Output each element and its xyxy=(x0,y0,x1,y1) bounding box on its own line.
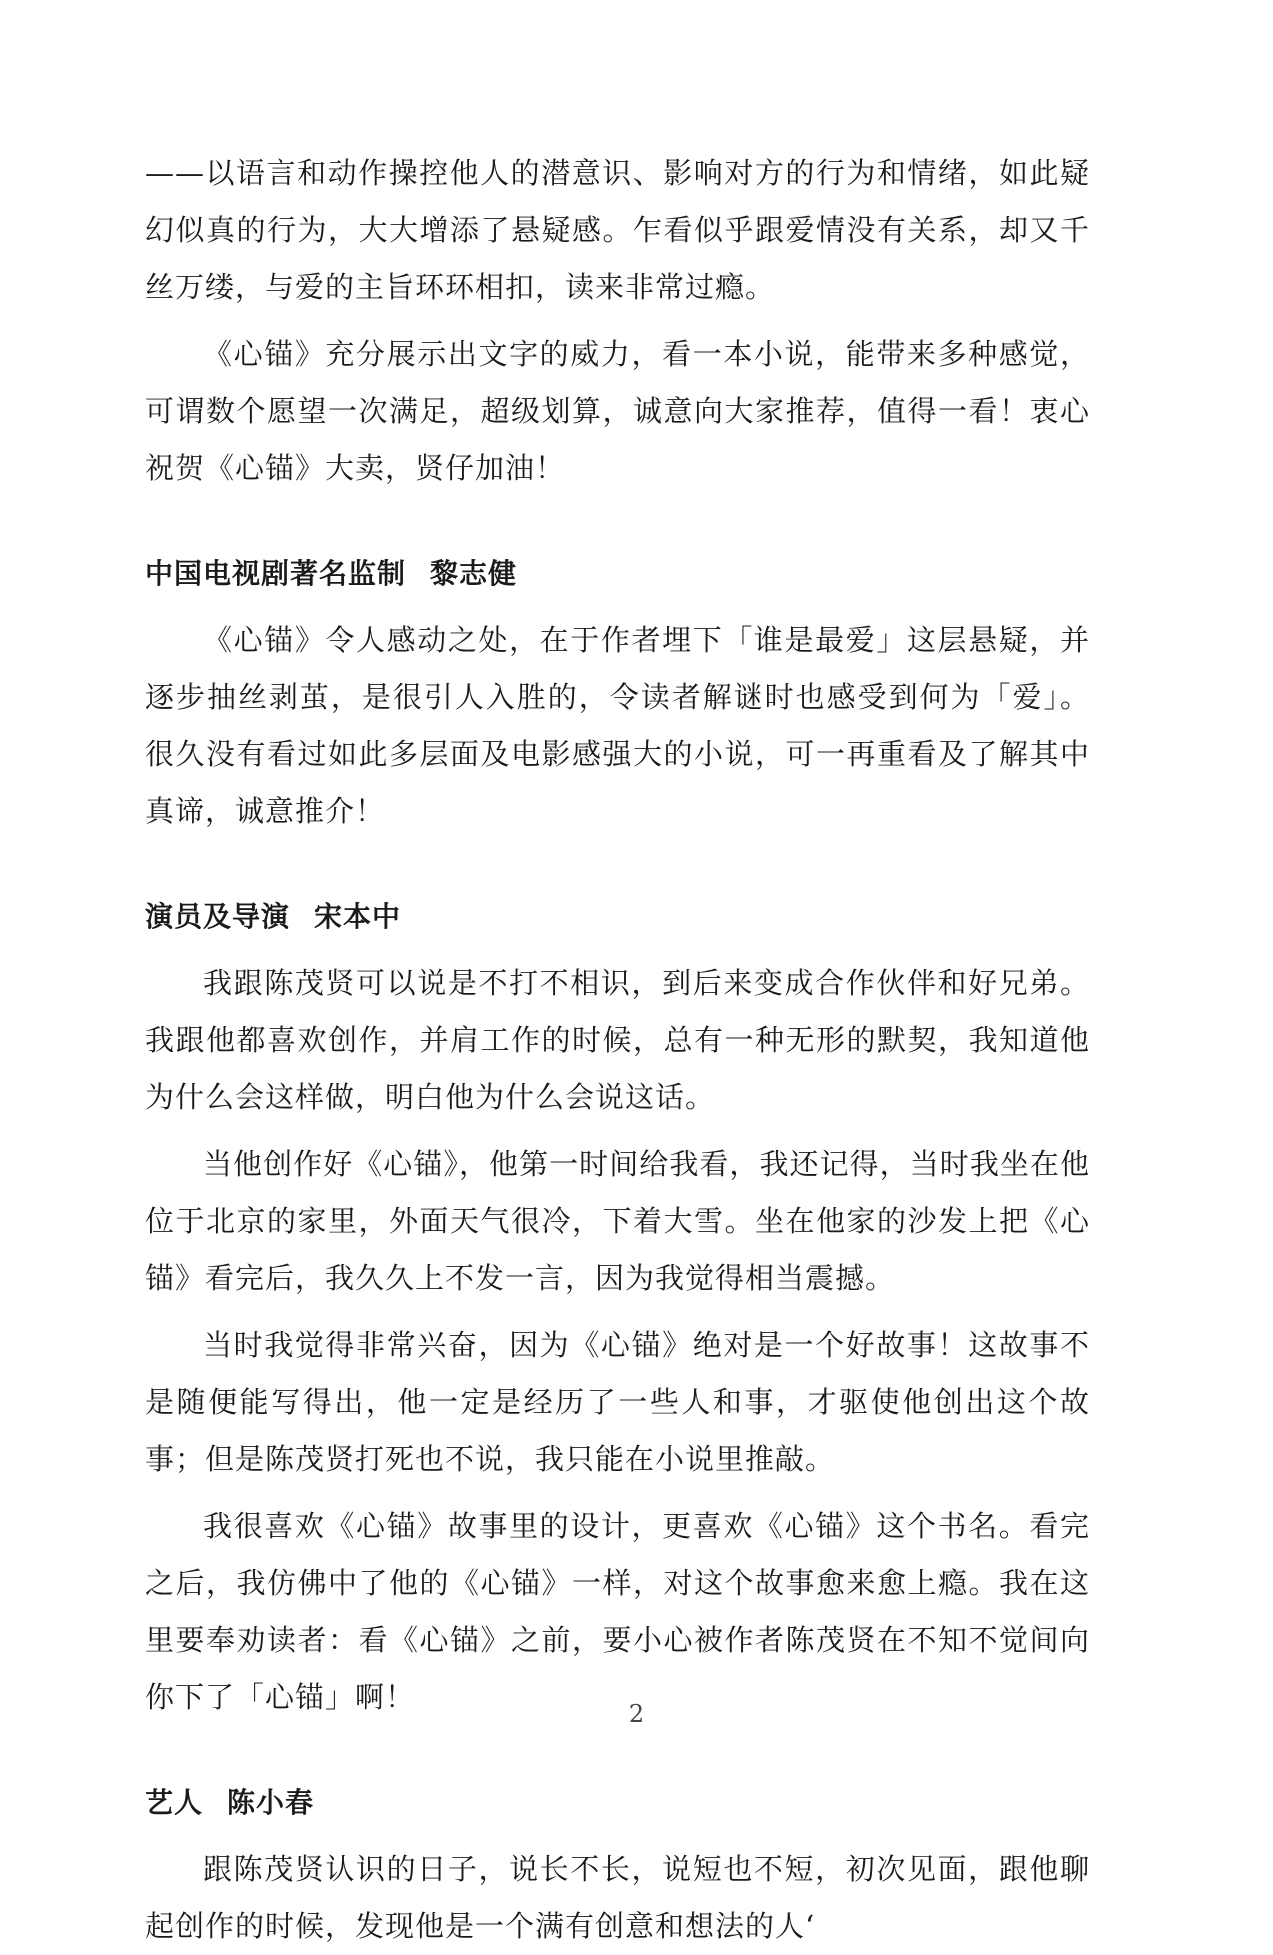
section-heading-1 xyxy=(145,545,1090,602)
section-1-title: 中国电视剧著名监制 xyxy=(145,557,407,590)
page-number: 2 xyxy=(628,1700,645,1728)
section-3-title: 艺人 xyxy=(145,1786,204,1819)
section-heading-3 xyxy=(145,1774,1090,1831)
section-2-paragraph-1: 我跟陈茂贤可以说是不打不相识，到后来变成合作伙伴和好兄弟。我跟他都喜欢创作，并肩工作的时候，总有一种无形的默契，我知道他为什么会这样做，明白他为什么会说这话。 xyxy=(145,966,1090,1114)
intro-paragraph-2: 《心锚》充分展示出文字的威力，看一本小说，能带来多种感觉，可谓数个愿望一次满足，超级划算，诚意向大家推荐，值得一看！衷心祝贺《心锚》大卖，贤仔加油！ xyxy=(145,337,1090,485)
section-3-name: 陈小春 xyxy=(227,1786,315,1819)
section-2-paragraph-3: 当时我觉得非常兴奋，因为《心锚》绝对是一个好故事！这故事不是随便能写得出，他一定是经历了一些人和事，才驱使他创出这个故事；但是陈茂贤打死也不说，我只能在小说里推敲。 xyxy=(145,1328,1090,1476)
section-2-name: 宋本中 xyxy=(314,900,402,933)
section-2-paragraph-4: 我很喜欢《心锚》故事里的设计，更喜欢《心锚》这个书名。看完之后，我仿佛中了他的《心锚》一样，对这个故事愈来愈上瘾。我在这里要奉劝读者：看《心锚》之前，要小心被作者陈茂贤在不知不觉间向你下了「心锚」啊！ xyxy=(145,1509,1090,1714)
intro-paragraph-1: ——以语言和动作操控他人的潜意识、影响对方的行为和情绪，如此疑幻似真的行为，大大增添了悬疑感。乍看似乎跟爱情没有关系，却又千丝万缕，与爱的主旨环环相扣，读来非常过瘾。 xyxy=(145,156,1090,304)
section-1-paragraph-1: 《心锚》令人感动之处，在于作者埋下「谁是最爱」这层悬疑，并逐步抽丝剥茧，是很引人入胜的，令读者解谜时也感受到何为「爱」。很久没有看过如此多层面及电影感强大的小说，可一再重看及了解其中真谛，诚意推介！ xyxy=(145,623,1090,828)
section-3-paragraph-1: 跟陈茂贤认识的日子，说长不长，说短也不短，初次见面，跟他聊起创作的时候，发现他是一个满有创意和想法的人‘ xyxy=(145,1852,1090,1943)
section-heading-2 xyxy=(145,888,1090,945)
section-2-title: 演员及导演 xyxy=(145,900,291,933)
section-1-name: 黎志健 xyxy=(430,557,518,590)
page-content xyxy=(145,145,1090,1955)
section-2-paragraph-2: 当他创作好《心锚》，他第一时间给我看，我还记得，当时我坐在他位于北京的家里，外面天气很冷，下着大雪。坐在他家的沙发上把《心锚》看完后，我久久上不发一言，因为我觉得相当震撼。 xyxy=(145,1147,1090,1295)
